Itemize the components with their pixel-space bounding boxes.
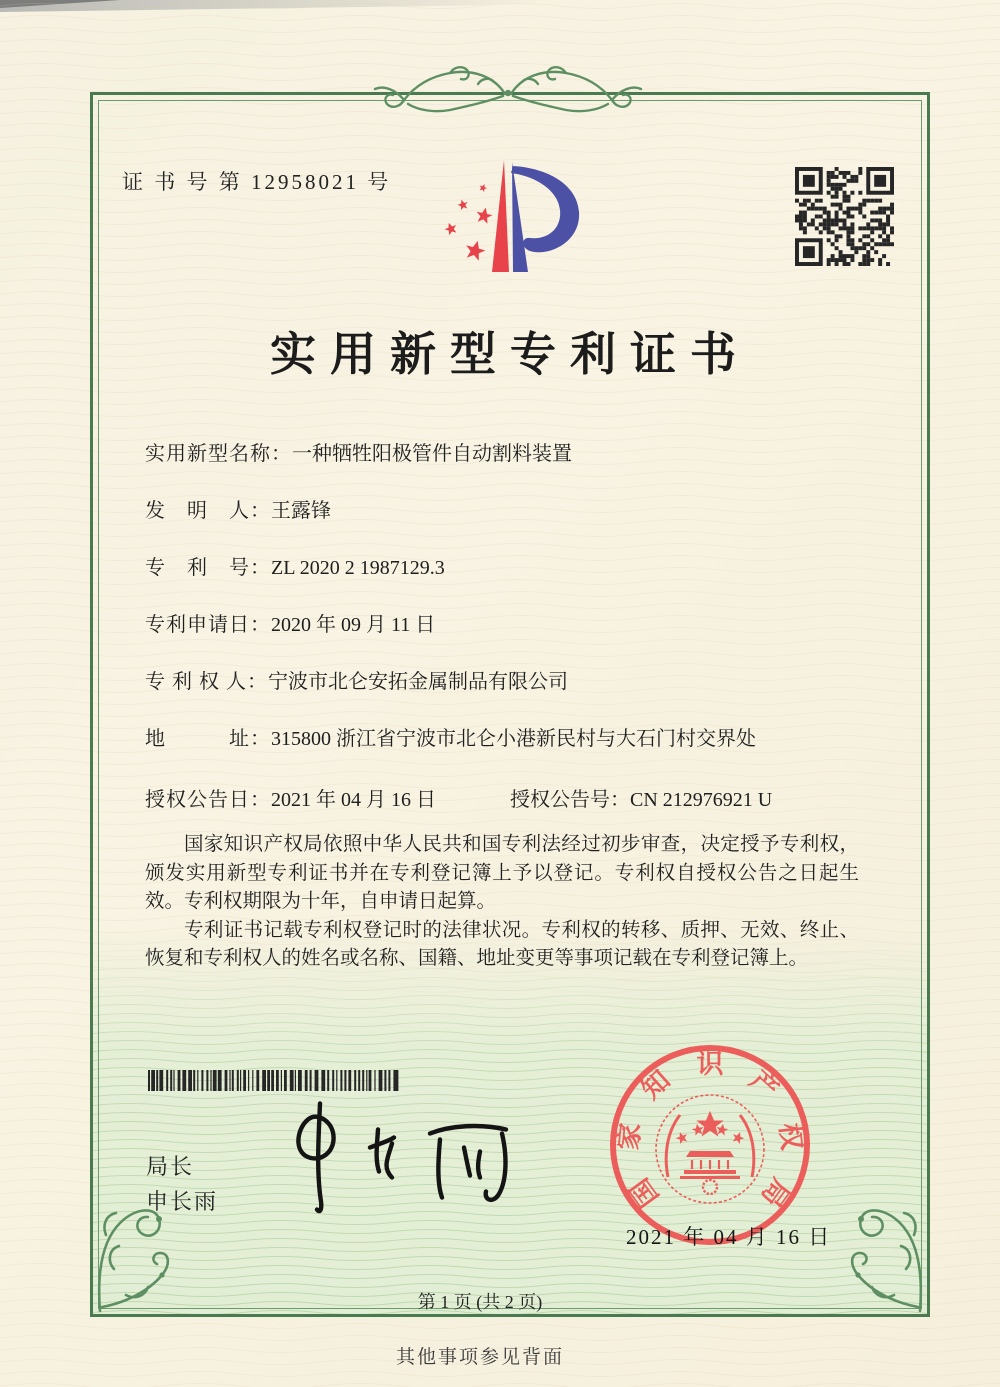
field-row-patentee [145, 665, 568, 694]
field-label: 授权公告日： [145, 789, 271, 811]
back-note: 其他事项参见背面 [395, 1347, 564, 1368]
field-label: 专 利 权 人： [145, 671, 268, 693]
seal-date: 2021 年 04 月 16 日 [626, 1225, 832, 1249]
svg-text:识: 识 [696, 1049, 724, 1079]
field-row-grant-date [145, 783, 436, 812]
field-value: CN 212976921 U [630, 789, 773, 811]
field-row-address [145, 722, 756, 751]
field-label: 专利申请日： [145, 614, 271, 636]
field-row-grant-no [510, 783, 772, 812]
barcode [148, 1070, 400, 1091]
logo-stars [443, 183, 494, 262]
logo-red-wedge [492, 160, 509, 272]
svg-text:国: 国 [624, 1172, 665, 1213]
field-row-inventor [145, 494, 331, 523]
national-emblem [656, 1095, 764, 1203]
certificate-title: 实用新型专利证书 [270, 329, 750, 380]
logo-blue-wedge [512, 162, 528, 272]
field-value: 2020 年 09 月 11 日 [271, 614, 436, 636]
cnipa-logo [425, 152, 595, 284]
field-label: 发 明 人： [145, 500, 271, 522]
svg-text:家: 家 [613, 1121, 646, 1152]
page-number: 第 1 页 (共 2 页) [417, 1292, 543, 1312]
field-label: 授权公告号： [510, 789, 630, 811]
field-value: ZL 2020 2 1987129.3 [271, 557, 445, 579]
field-label: 实用新型名称： [145, 443, 292, 465]
top-border-ornament [372, 60, 644, 116]
field-value: 王露锋 [271, 500, 331, 522]
field-row-name [145, 437, 572, 466]
signer-name: 申长雨 [146, 1189, 219, 1214]
legal-paragraph-1: 国家知识产权局依照中华人民共和国专利法经过初步审查，决定授予专利权，颁发实用新型专利证书并在专利登记簿上予以登记。专利权自授权公告之日起生效。专利权期限为十年，自申请日起算。 [145, 834, 859, 912]
qr-code [795, 167, 894, 266]
svg-text:知: 知 [635, 1064, 676, 1105]
field-value: 宁波市北仑安拓金属制品有限公司 [268, 671, 568, 693]
signer-title: 局长 [146, 1154, 195, 1179]
svg-text:产: 产 [744, 1064, 785, 1105]
field-value: 2021 年 04 月 16 日 [271, 789, 436, 811]
field-label: 地 址： [145, 728, 271, 750]
certificate-number: 证 书 号 第 12958021 号 [122, 170, 392, 194]
field-value: 一种牺牲阳极管件自动割料装置 [292, 443, 572, 465]
legal-paragraph-2: 专利证书记载专利权登记时的法律状况。专利权的转移、质押、无效、终止、恢复和专利权人的姓名或名称、国籍、地址变更等事项记载在专利登记簿上。 [145, 919, 859, 969]
field-row-patent-no [145, 551, 445, 580]
field-label: 专 利 号： [145, 557, 271, 579]
svg-text:权: 权 [774, 1121, 807, 1152]
field-row-filing-date [145, 608, 435, 637]
svg-text:局: 局 [755, 1172, 796, 1213]
legal-text [145, 831, 859, 974]
field-value: 315800 浙江省宁波市北仑小港新民村与大石门村交界处 [271, 728, 756, 750]
official-seal [608, 1043, 812, 1247]
signature-handwriting [258, 1098, 538, 1226]
